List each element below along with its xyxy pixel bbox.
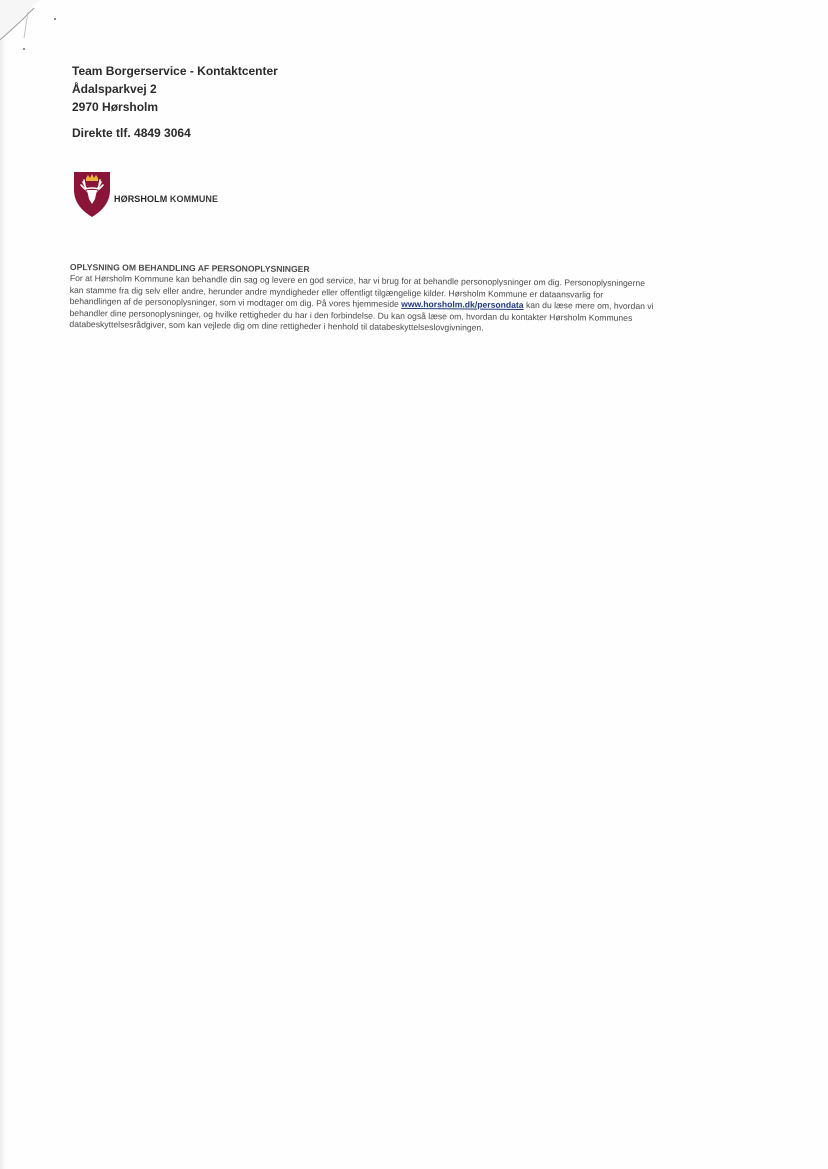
sender-address: [72, 62, 278, 116]
folded-corner-artifact: [0, 0, 40, 50]
scan-speck: [23, 48, 25, 50]
persondata-link[interactable]: www.horsholm.dk/persondata: [401, 298, 524, 310]
privacy-notice-text: kan du læse mere om, hvordan vi: [525, 299, 654, 312]
privacy-notice-line: databeskyttelsesrådgiver, som kan vejlede dig om dine rettigheder i henhold til databeskyttelseslovgivningen.: [69, 318, 484, 333]
privacy-notice-line: For at Hørsholm Kommune kan behandle din sag og levere en god service, har vi brug for at behandle personoplysninger om dig. Personoplysningerne: [69, 272, 646, 289]
logo-name-horsholm: HØRSHOLM: [114, 194, 168, 204]
direct-phone: Direkte tlf. 4849 3064: [72, 126, 191, 140]
sender-street: Ådalsparkvej 2: [72, 82, 157, 96]
privacy-notice-line: behandler dine personoplysninger, og hvilke rettigheder du har i den forbindelse. Du kan også læse om, hvordan du kontakter Hørsholm Kommunes: [69, 307, 633, 323]
logo-name-kommune: KOMMUNE: [169, 194, 219, 204]
privacy-notice-text: behandlingen af de personoplysninger, som vi modtager om dig. På vores hjemmeside: [69, 295, 399, 309]
privacy-notice-heading: OPLYSNING OM BEHANDLING AF PERSONOPLYSNINGER: [69, 262, 310, 275]
scan-speck: [54, 18, 56, 20]
privacy-notice-line: kan stamme fra dig selv eller andre, herunder andre myndigheder eller offentligt tilgængelige kilder. Hørsholm Kommune er dataansvarlig for: [69, 284, 604, 300]
logo-wordmark: [114, 194, 218, 204]
scan-edge-shadow: [0, 40, 6, 1169]
deer-crest-icon: [72, 170, 112, 218]
sender-team: Team Borgerservice - Kontaktcenter: [72, 64, 278, 78]
sender-city: 2970 Hørsholm: [72, 100, 159, 114]
municipality-logo: [72, 170, 218, 218]
privacy-notice: [69, 262, 760, 337]
